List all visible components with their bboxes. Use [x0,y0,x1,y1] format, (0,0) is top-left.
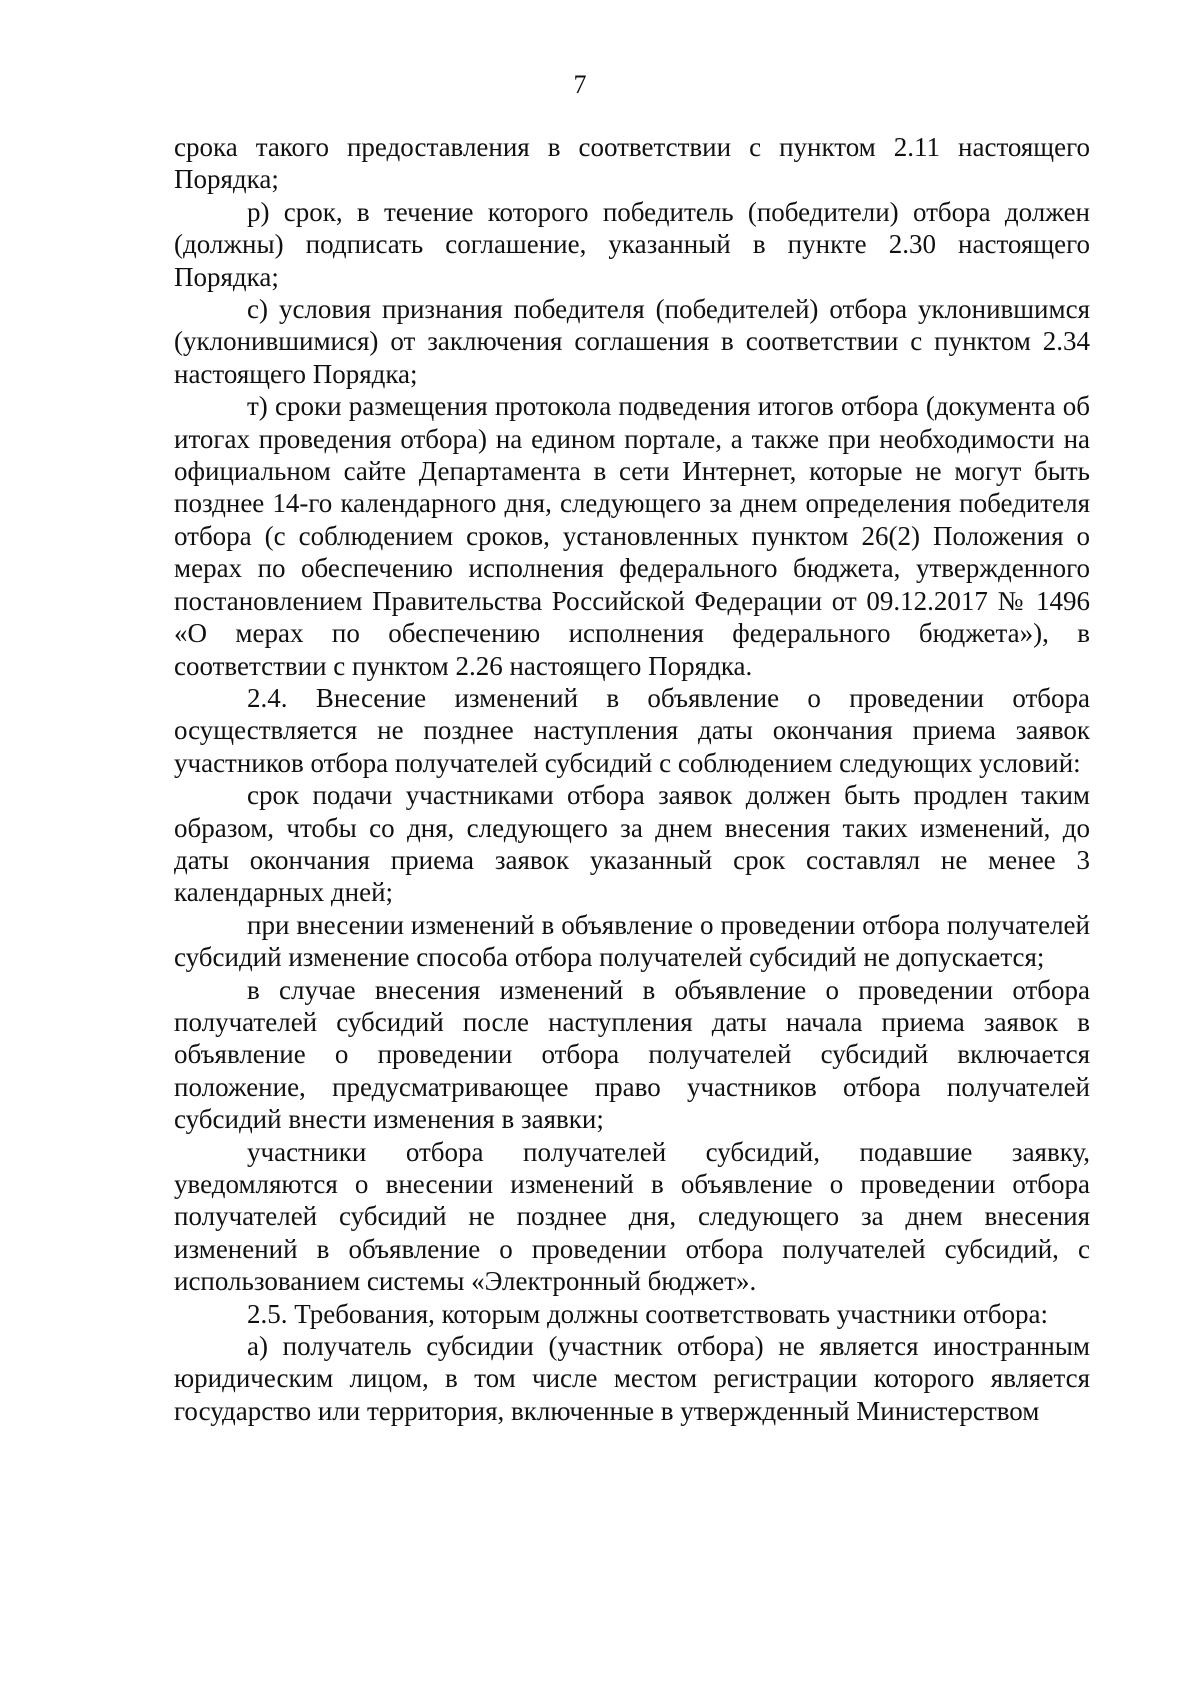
paragraph-condition-method: при внесении изменений в объявление о проведении отбора получателей субсидий изменение способа отбора получателей субсидий не допускается; [174,909,1090,973]
paragraph-item-t: т) сроки размещения протокола подведения итогов отбора (документа об итогах проведения отбора) на едином портале, а также при необходимости на официальном сайте Департамента в сети Интернет, которые не могут быть позднее 14-го календарного дня, следующего за днем определения победителя отбора (с соблюдением сроков, установленных пунктом 26(2) Положения о мерах по обеспечению исполнения федерального бюджета, утвержденного постановлением Правительства Российской Федерации от 09.12.2017 № 1496 «О мерах по обеспечению исполнения федерального бюджета»), в соответствии с пунктом 2.26 настоящего Порядка. [174,391,1090,681]
paragraph-item-a: а) получатель субсидии (участник отбора) не является иностранным юридическим лицом, в том числе местом регистрации которого является государство или территория, включенные в утвержденный Министерством [174,1331,1090,1426]
paragraph-item-s: с) условия признания победителя (победителей) отбора уклонившимся (уклонившимися) от заключения соглашения в соответствии с пунктом 2.34 настоящего Порядка; [174,294,1090,389]
paragraph-section-2-5: 2.5. Требования, которым должны соответствовать участники отбора: [247,1298,1049,1329]
paragraph-condition-changes: в случае внесения изменений в объявление о проведении отбора получателей субсидий после наступления даты начала приема заявок в объявление о проведении отбора получателей субсидий включается положение, предусматривающее право участников отбора получателей субсидий внести изменения в заявки; [174,974,1090,1135]
paragraph-item-r: р) срок, в течение которого победитель (победители) отбора должен (должны) подписать соглашение, указанный в пункте 2.30 настоящего Порядка; [174,196,1090,292]
paragraph-section-2-4: 2.4. Внесение изменений в объявление о проведении отбора осуществляется не позднее наступления даты окончания приема заявок участников отбора получателей субсидий с соблюдением следующих условий: [174,682,1090,778]
page-number: 7 [573,70,587,99]
document-body [174,131,1090,1427]
paragraph-continuation: срока такого предоставления в соответствии с пунктом 2.11 настоящего Порядка; [174,132,1090,195]
paragraph-condition-deadline: срок подачи участниками отбора заявок должен быть продлен таким образом, чтобы со дня, следующего за днем внесения таких изменений, до даты окончания приема заявок указанный срок составлял не менее 3 календарных дней; [174,780,1090,908]
paragraph-condition-notification: участники отбора получателей субсидий, подавшие заявку, уведомляются о внесении изменений в объявление о проведении отбора получателей субсидий не позднее дня, следующего за днем внесения изменений в объявление о проведении отбора получателей субсидий, с использованием системы «Электронный бюджет». [174,1136,1090,1297]
